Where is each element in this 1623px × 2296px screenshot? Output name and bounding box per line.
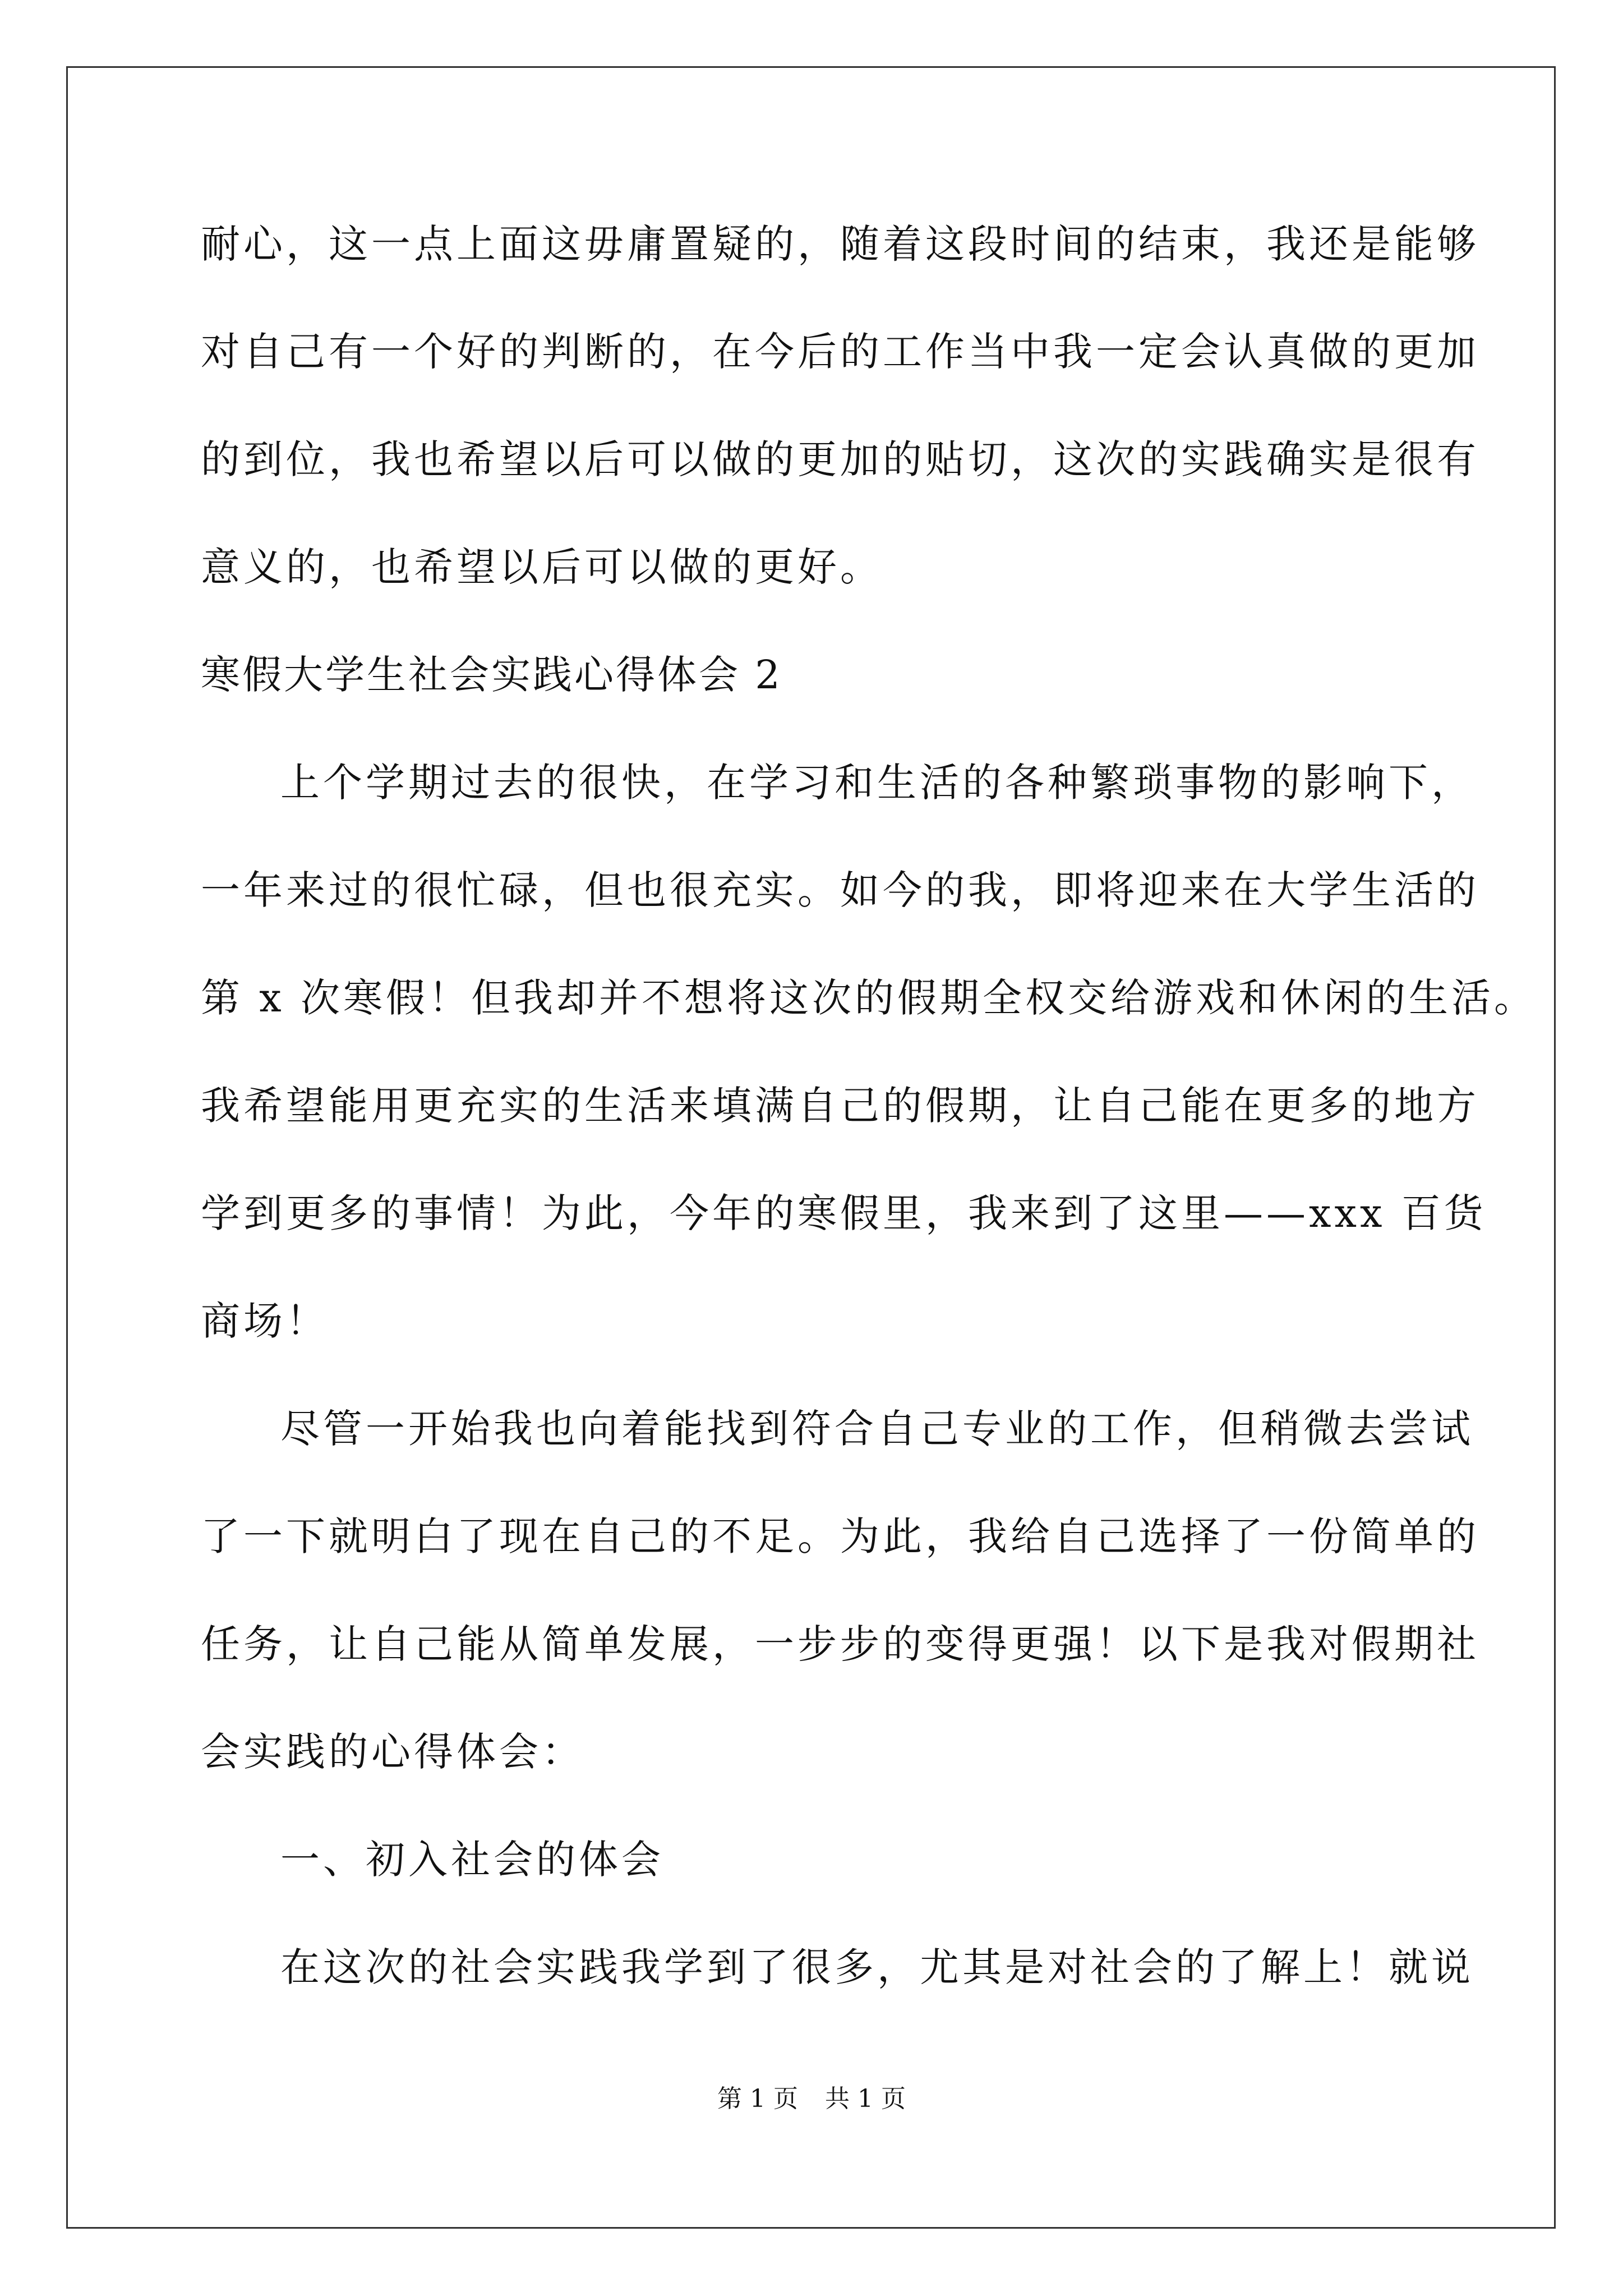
body-line: 商场！ xyxy=(201,1298,329,1344)
document-body xyxy=(201,213,1537,2044)
paragraph-start-line: 上个学期过去的很快，在学习和生活的各种繁琐事物的影响下， xyxy=(280,760,1474,806)
body-line: 会实践的心得体会： xyxy=(201,1729,584,1775)
body-line: 学到更多的事情！为此，今年的寒假里，我来到了这里——xxx 百货 xyxy=(201,1190,1487,1236)
body-line: 的到位，我也希望以后可以做的更加的贴切，这次的实践确实是很有 xyxy=(201,436,1479,482)
body-line: 第 x 次寒假！但我却并不想将这次的假期全权交给游戏和休闲的生活。 xyxy=(201,975,1537,1021)
body-line: 一年来过的很忙碌，但也很充实。如今的我，即将迎来在大学生活的 xyxy=(201,867,1479,913)
body-line: 对自己有一个好的判断的，在今后的工作当中我一定会认真做的更加 xyxy=(201,329,1479,375)
body-line: 耐心，这一点上面这毋庸置疑的，随着这段时间的结束，我还是能够 xyxy=(201,221,1479,267)
paragraph-start-line: 尽管一开始我也向着能找到符合自己专业的工作，但稍微去尝试 xyxy=(280,1406,1474,1452)
body-line: 意义的，也希望以后可以做的更好。 xyxy=(201,544,883,590)
paragraph-start-line: 在这次的社会实践我学到了很多，尤其是对社会的了解上！就说 xyxy=(280,1944,1474,1990)
page-number: 第 1 页 xyxy=(717,2085,798,2113)
section-heading: 寒假大学生社会实践心得体会 2 xyxy=(201,652,782,698)
body-line: 了一下就明白了现在自己的不足。为此，我给自己选择了一份简单的 xyxy=(201,1513,1479,1559)
page-footer xyxy=(0,2082,1623,2116)
body-line: 我希望能用更充实的生活来填满自己的假期，让自己能在更多的地方 xyxy=(201,1083,1479,1129)
page-total: 共 1 页 xyxy=(825,2085,906,2113)
body-line: 任务，让自己能从简单发展，一步步的变得更强！以下是我对假期社 xyxy=(201,1621,1479,1667)
subsection-heading: 一、初入社会的体会 xyxy=(280,1837,664,1883)
